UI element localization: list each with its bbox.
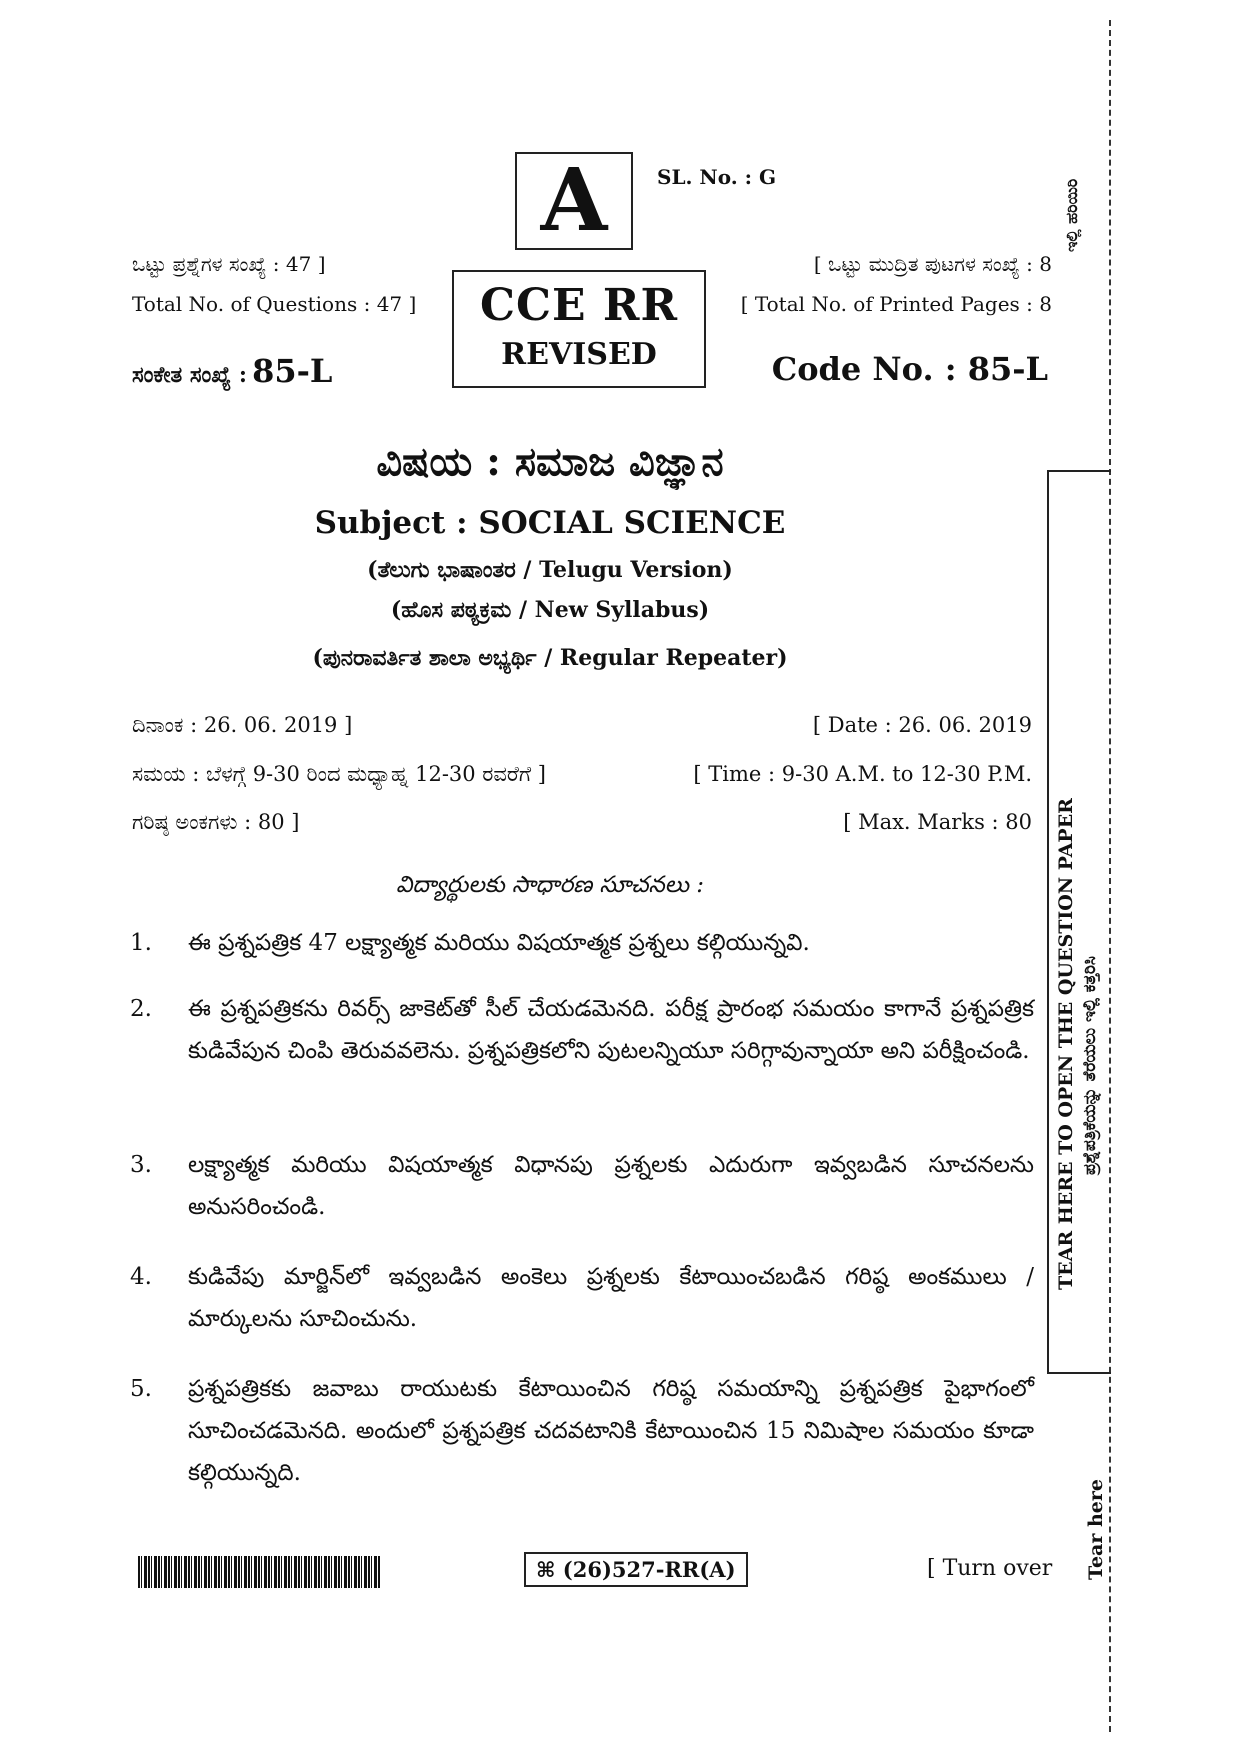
time-english: [ Time : 9-30 A.M. to 12-30 P.M.: [693, 762, 1032, 786]
instruction-number: 3.: [130, 1152, 152, 1178]
instruction-item: [130, 922, 1034, 964]
instruction-number: 5.: [130, 1376, 152, 1402]
total-questions-english: Total No. of Questions : 47 ]: [132, 292, 417, 316]
code-kannada-value: 85-L: [252, 352, 333, 390]
total-questions-kannada: ಒಟ್ಟು ಪ್ರಶ್ನೆಗಳ ಸಂಖ್ಯೆ : 47 ]: [132, 252, 326, 276]
code-number-kannada: [132, 352, 332, 390]
question-paper-set: A: [515, 152, 633, 250]
tear-instruction-english: TEAR HERE TO OPEN THE QUESTION PAPER: [1055, 798, 1077, 1290]
printed-pages-english: [ Total No. of Printed Pages : 8: [740, 292, 1052, 316]
barcode: [138, 1556, 380, 1588]
serial-number: SL. No. : G: [657, 165, 777, 189]
instruction-text: ప్రశ్నపత్రికకు జవాబు రాయుటకు కేటాయించిన గరిష్ఠ సమయాన్ని ప్రశ్నపత్రిక పైభాగంలో సూచించడమెనది. అందులో ప్రశ్నపత్రిక చదవటానికి కేటాయించిన 15 నిమిషాల సమయం కూడా కల్గియున్నది.: [188, 1376, 1034, 1486]
paper-code: ⌘ (26)527-RR(A): [524, 1552, 748, 1587]
code-kannada-label: ಸಂಕೇತ ಸಂಖ್ಯೆ :: [132, 362, 248, 388]
candidate-type: (ಪುನರಾವರ್ತಿತ ಶಾಲಾ ಅಭ್ಯರ್ಥಿ / Regular Repeater): [312, 645, 788, 671]
subject-english: Subject : SOCIAL SCIENCE: [314, 505, 786, 541]
instruction-item: [130, 1256, 1034, 1340]
language-version: (ತೆಲುಗು ಭಾಷಾಂತರ / Telugu Version): [367, 557, 733, 583]
max-marks-kannada: ಗರಿಷ್ಠ ಅಂಕಗಳು : 80 ]: [132, 810, 300, 834]
instruction-number: 4.: [130, 1264, 152, 1290]
max-marks-english: [ Max. Marks : 80: [843, 810, 1032, 834]
instruction-text: ఈ ప్రశ్నపత్రికను రివర్స్ జాకెట్‌తో సీల్ చేయడమెనది. పరీక్ష ప్రారంభ సమయం కాగానే ప్రశ్నపత్రిక కుడివేపున చింపి తెరువవలెను. ప్రశ్నపత్రికలోని పుటలన్నియూ సరిగ్గావున్నాయా అని పరీక్షించండి.: [188, 996, 1034, 1064]
instruction-item: [130, 988, 1034, 1072]
series-title: CCE RR: [479, 280, 679, 331]
series-subtitle: REVISED: [501, 337, 657, 372]
date-english: [ Date : 26. 06. 2019: [812, 713, 1032, 737]
date-kannada: ದಿನಾಂಕ : 26. 06. 2019 ]: [132, 713, 353, 737]
tear-here-kannada: ಇಲ್ಲಿ ಹರಿಯಿರಿ: [1062, 178, 1081, 252]
tear-here-english: Tear here: [1085, 1479, 1107, 1580]
instruction-text: ఈ ప్రశ్నపత్రిక 47 లక్ష్యాత్మక మరియు విషయాత్మక ప్రశ్నలు కల్గియున్నవి.: [188, 930, 810, 956]
subject-kannada: ವಿಷಯ : ಸಮಾಜ ವಿಜ್ಞಾನ: [376, 438, 724, 485]
instruction-number: 1.: [130, 930, 152, 956]
instruction-number: 2.: [130, 996, 152, 1022]
syllabus: (ಹೊಸ ಪಠ್ಯಕ್ರಮ / New Syllabus): [390, 597, 710, 623]
instruction-item: [130, 1368, 1034, 1494]
instruction-text: లక్ష్యాత్మక మరియు విషయాత్మక విధానపు ప్రశ్నలకు ఎదురుగా ఇవ్వబడిన సూచనలను అనుసరించండి.: [188, 1152, 1034, 1220]
instruction-text: కుడివేపు మార్జిన్‌లో ఇవ్వబడిన అంకెలు ప్రశ్నలకు కేటాయించబడిన గరిష్ఠ అంకములు / మార్కులను సూచించును.: [188, 1264, 1034, 1332]
turn-over: [ Turn over: [927, 1556, 1053, 1581]
instructions-heading: విద్యార్థులకు సాధారణ సూచనలు :: [395, 872, 705, 898]
time-kannada: ಸಮಯ : ಬೆಳಗ್ಗೆ 9-30 ರಿಂದ ಮಧ್ಯಾಹ್ನ 12-30 ರವರೆಗೆ ]: [132, 762, 546, 786]
printed-pages-kannada: [ ಒಟ್ಟು ಮುದ್ರಿತ ಪುಟಗಳ ಸಂಖ್ಯೆ : 8: [813, 252, 1052, 276]
series-box: [452, 270, 706, 388]
code-number-english: Code No. : 85-L: [771, 350, 1048, 388]
instruction-item: [130, 1144, 1034, 1228]
tear-instruction-kannada: ಪ್ರಶ್ನೆಪತ್ರಿಕೆಯನ್ನು ತೆರೆಯಲು ಇಲ್ಲಿ ಕತ್ತರಿಸಿ: [1080, 956, 1100, 1175]
